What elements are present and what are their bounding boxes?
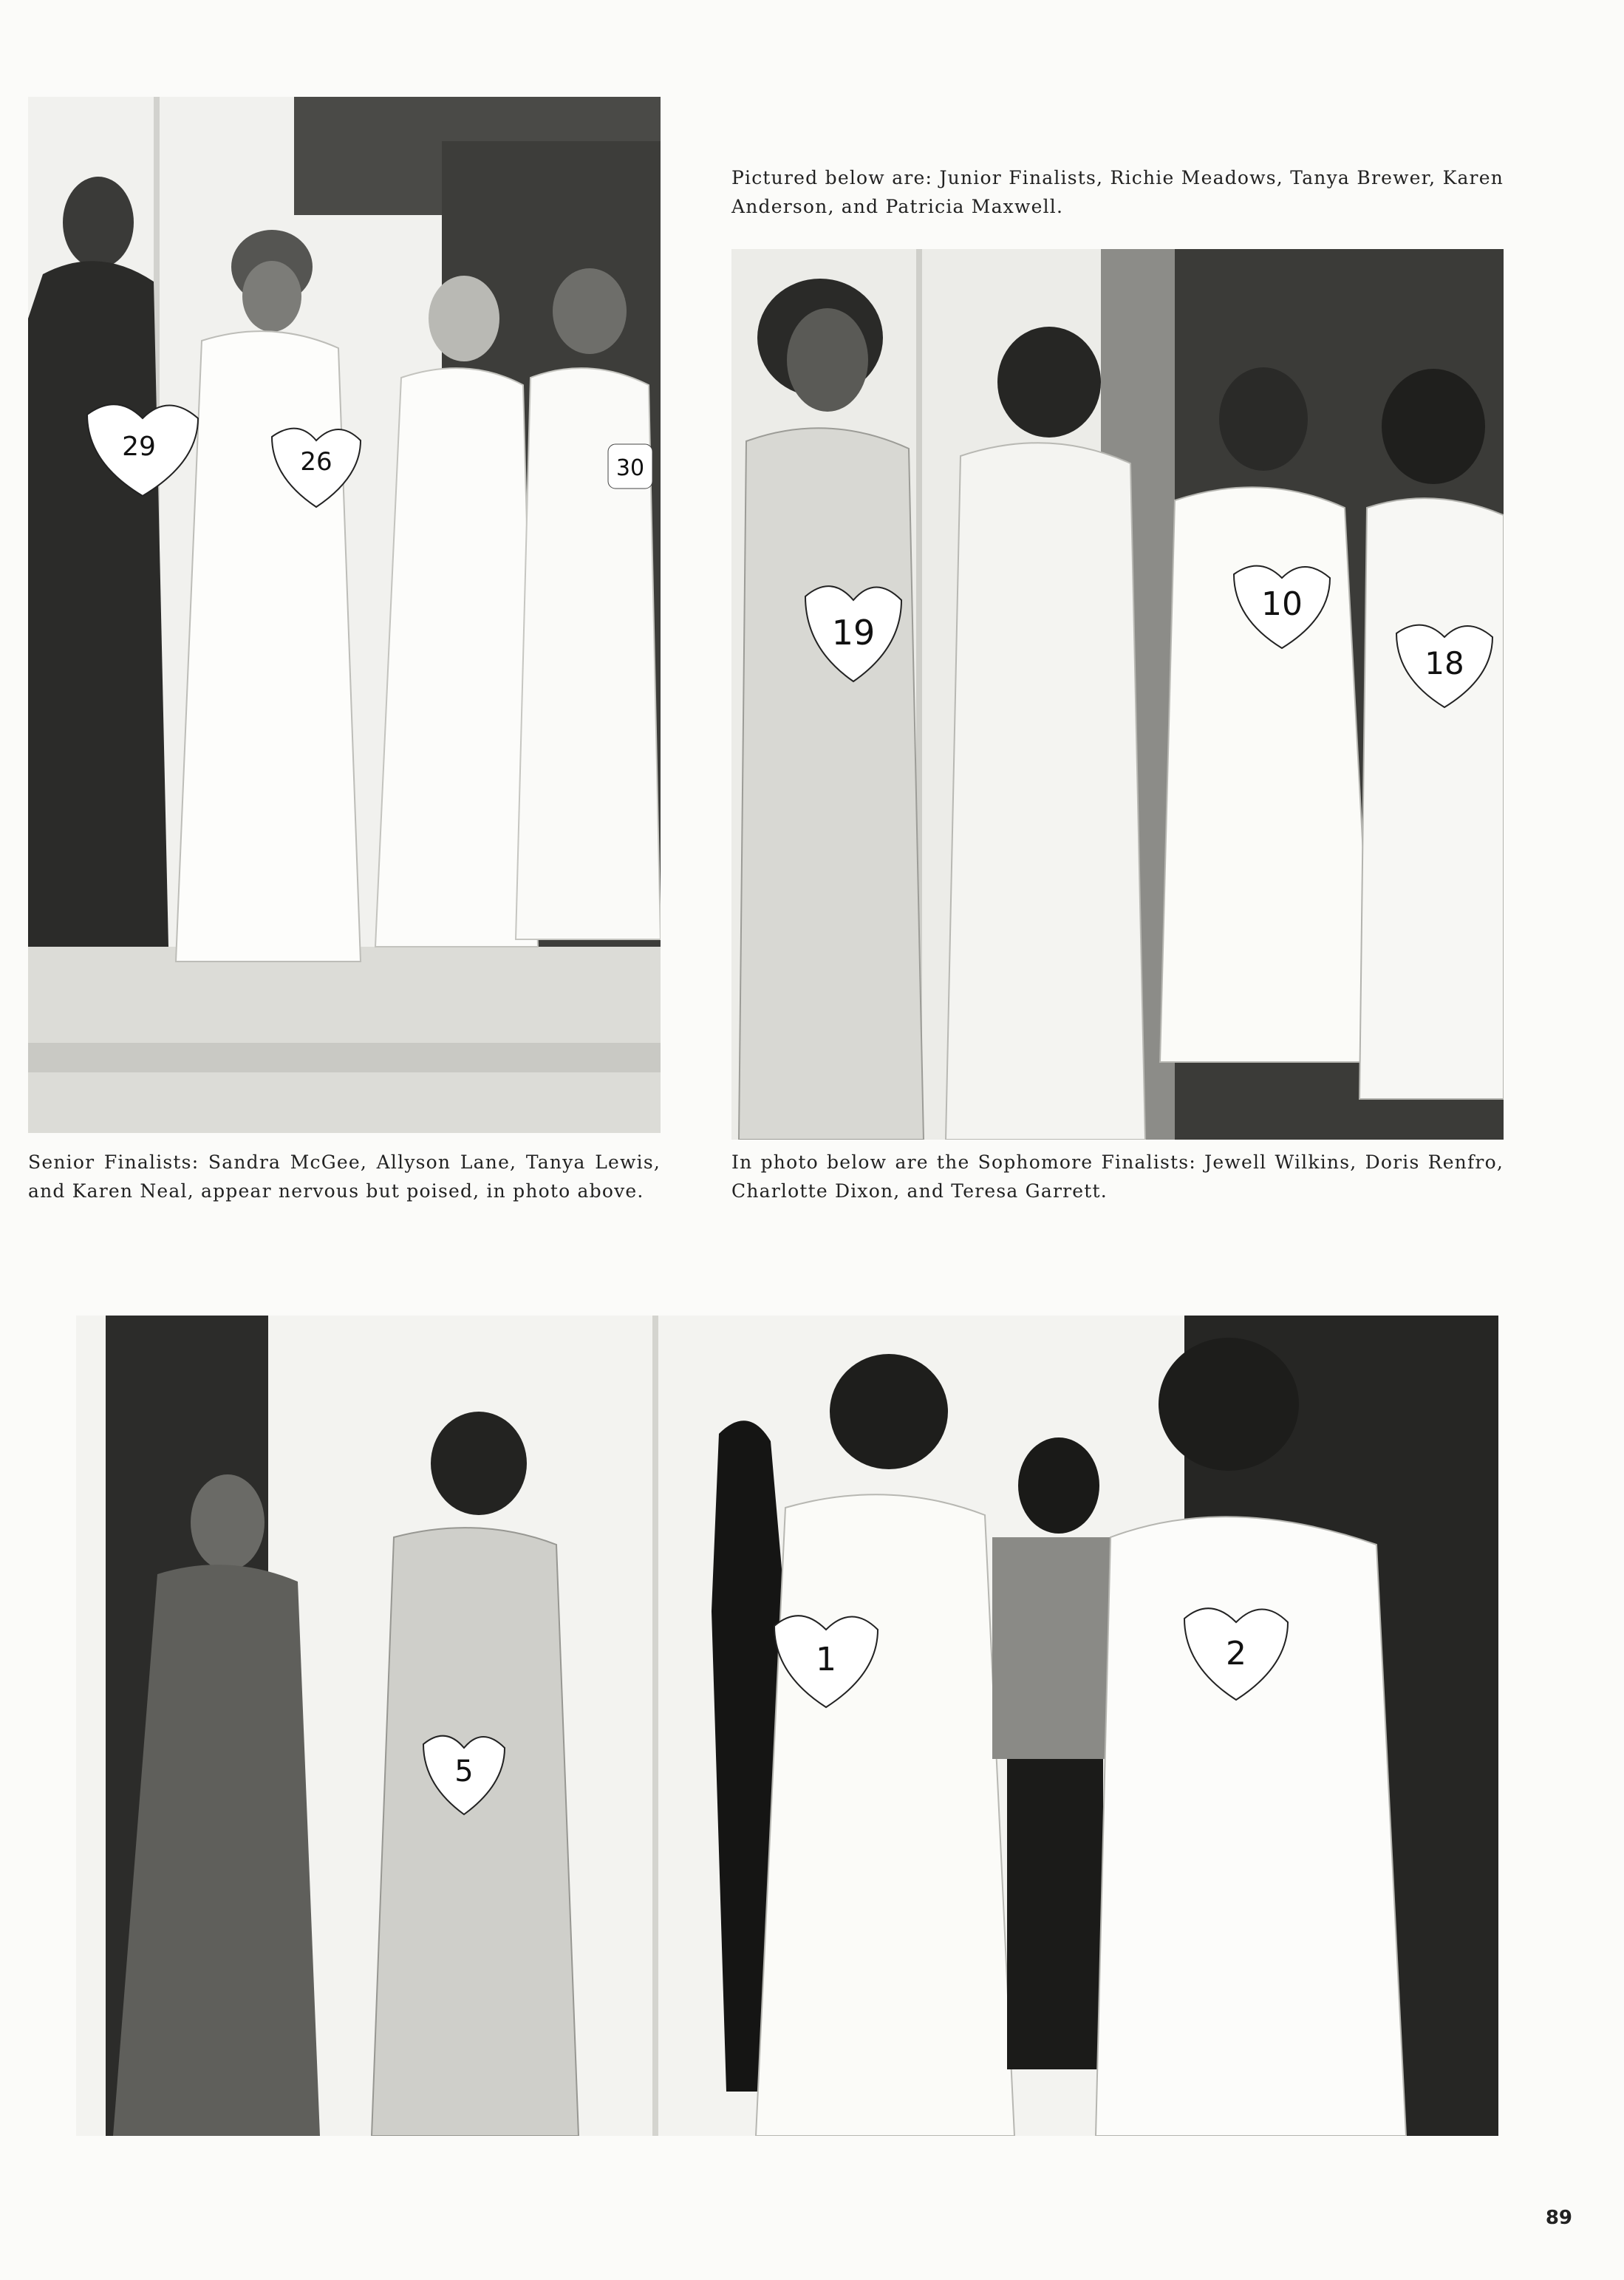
badge-30: 30 xyxy=(615,455,645,481)
sophomore-finalists-caption: In photo below are the Sophomore Finalists: Jewell Wilkins, Doris Renfro, Charlotte Dixon, and Teresa Garrett. xyxy=(731,1151,1504,1202)
junior-finalists-caption: Pictured below are: Junior Finalists, Richie Meadows, Tanya Brewer, Karen Anderson, and Patricia Maxwell. xyxy=(731,167,1504,217)
senior-finalists-photo xyxy=(28,97,661,1133)
junior-finalists-photo xyxy=(731,249,1504,1140)
badge-18: 18 xyxy=(1425,645,1464,681)
badge-19: 19 xyxy=(831,613,876,653)
senior-finalists-caption: Senior Finalists: Sandra McGee, Allyson Lane, Tanya Lewis, and Karen Neal, appear nervous but poised, in photo above. xyxy=(28,1151,661,1202)
sophomore-finalists-photo xyxy=(76,1316,1498,2136)
badge-1: 1 xyxy=(816,1641,836,1678)
badge-29: 29 xyxy=(122,432,156,462)
badge-5: 5 xyxy=(454,1755,474,1789)
badge-10: 10 xyxy=(1261,585,1303,623)
page-number: 89 xyxy=(1545,2207,1572,2229)
badge-26: 26 xyxy=(300,447,332,477)
badge-2: 2 xyxy=(1226,1635,1246,1672)
